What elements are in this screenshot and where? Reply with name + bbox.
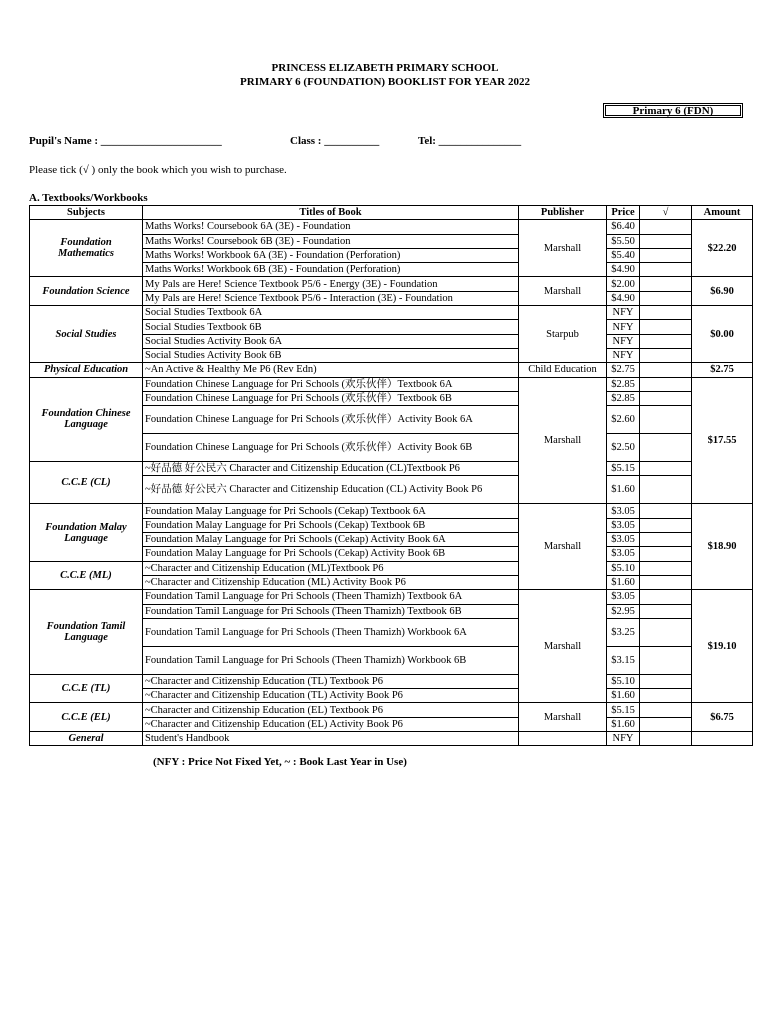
tick-checkbox-cell[interactable] [640, 518, 692, 532]
book-title-cell: Foundation Tamil Language for Pri Schools (Theen Thamizh) Textbook 6B [143, 604, 519, 618]
price-cell: NFY [607, 334, 640, 348]
book-title-cell: Foundation Malay Language for Pri Schools (Cekap) Textbook 6B [143, 518, 519, 532]
table-row [30, 504, 753, 518]
school-name: PRINCESS ELIZABETH PRIMARY SCHOOL [271, 62, 499, 74]
price-cell: $4.90 [607, 291, 640, 305]
tick-checkbox-cell[interactable] [640, 248, 692, 262]
tick-checkbox-cell[interactable] [640, 434, 692, 462]
subject-cell: C.C.E (EL) [30, 703, 143, 732]
book-title-cell: ~好品德 好公民六 Character and Citizenship Education (CL) Activity Book P6 [143, 476, 519, 504]
table-row [30, 561, 753, 575]
tick-checkbox-cell[interactable] [640, 348, 692, 362]
price-cell: $2.85 [607, 391, 640, 405]
tick-checkbox-cell[interactable] [640, 391, 692, 405]
price-cell: NFY [607, 732, 640, 746]
book-title-cell: Foundation Malay Language for Pri Schools (Cekap) Textbook 6A [143, 504, 519, 518]
price-cell: $2.60 [607, 406, 640, 434]
book-title-cell: ~An Active & Healthy Me P6 (Rev Edn) [143, 363, 519, 377]
price-cell: $5.40 [607, 248, 640, 262]
price-cell: $3.25 [607, 618, 640, 646]
level-box-label: Primary 6 (FDN) [605, 105, 741, 116]
book-title-cell: Foundation Chinese Language for Pri Schools (欢乐伙伴）Textbook 6A [143, 377, 519, 391]
subject-cell: C.C.E (TL) [30, 674, 143, 703]
price-cell: $4.90 [607, 263, 640, 277]
publisher-cell: Marshall [519, 703, 607, 732]
subject-cell: Foundation Malay Language [30, 504, 143, 561]
table-row [30, 703, 753, 717]
price-cell: $3.05 [607, 518, 640, 532]
book-title-cell: My Pals are Here! Science Textbook P5/6 - Energy (3E) - Foundation [143, 277, 519, 291]
tick-checkbox-cell[interactable] [640, 320, 692, 334]
table-row [30, 462, 753, 476]
tick-checkbox-cell[interactable] [640, 220, 692, 234]
subject-cell: Foundation Mathematics [30, 220, 143, 277]
tick-checkbox-cell[interactable] [640, 334, 692, 348]
subject-cell: General [30, 732, 143, 746]
publisher-cell: Starpub [519, 306, 607, 363]
publisher-cell: Marshall [519, 590, 607, 703]
book-title-cell: Foundation Tamil Language for Pri Schools (Theen Thamizh) Workbook 6B [143, 646, 519, 674]
price-cell: $3.05 [607, 590, 640, 604]
tick-checkbox-cell[interactable] [640, 263, 692, 277]
amount-cell: $0.00 [692, 306, 753, 363]
tick-checkbox-cell[interactable] [640, 575, 692, 589]
section-title: A. Textbooks/Workbooks [29, 192, 148, 204]
book-title-cell: Social Studies Textbook 6A [143, 306, 519, 320]
publisher-cell: Marshall [519, 504, 607, 590]
price-cell: $5.15 [607, 703, 640, 717]
book-title-cell: Social Studies Activity Book 6B [143, 348, 519, 362]
amount-cell: $22.20 [692, 220, 753, 277]
tick-checkbox-cell[interactable] [640, 547, 692, 561]
book-title-cell: Foundation Malay Language for Pri Schools (Cekap) Activity Book 6B [143, 547, 519, 561]
tick-checkbox-cell[interactable] [640, 306, 692, 320]
tick-checkbox-cell[interactable] [640, 504, 692, 518]
subject-cell: Foundation Chinese Language [30, 377, 143, 462]
price-cell: $1.60 [607, 717, 640, 731]
book-title-cell: ~Character and Citizenship Education (EL) Activity Book P6 [143, 717, 519, 731]
book-title-cell: ~Character and Citizenship Education (TL) Textbook P6 [143, 674, 519, 688]
tick-checkbox-cell[interactable] [640, 234, 692, 248]
tick-checkbox-cell[interactable] [640, 277, 692, 291]
book-title-cell: Social Studies Textbook 6B [143, 320, 519, 334]
subject-cell: C.C.E (CL) [30, 462, 143, 504]
book-title-cell: Student's Handbook [143, 732, 519, 746]
table-row [30, 220, 753, 234]
tick-checkbox-cell[interactable] [640, 618, 692, 646]
tick-checkbox-cell[interactable] [640, 533, 692, 547]
subject-cell: Physical Education [30, 363, 143, 377]
book-title-cell: Foundation Chinese Language for Pri Schools (欢乐伙伴）Textbook 6B [143, 391, 519, 405]
booklist-table [29, 205, 753, 746]
tick-checkbox-cell[interactable] [640, 406, 692, 434]
subject-cell: Foundation Tamil Language [30, 590, 143, 675]
tick-checkbox-cell[interactable] [640, 703, 692, 717]
book-title-cell: My Pals are Here! Science Textbook P5/6 - Interaction (3E) - Foundation [143, 291, 519, 305]
tick-checkbox-cell[interactable] [640, 689, 692, 703]
price-cell: $6.40 [607, 220, 640, 234]
price-cell: $1.60 [607, 575, 640, 589]
tick-checkbox-cell[interactable] [640, 291, 692, 305]
price-cell: $2.75 [607, 363, 640, 377]
book-title-cell: Maths Works! Coursebook 6A (3E) - Foundation [143, 220, 519, 234]
col-titles: Titles of Book [143, 206, 519, 220]
subject-cell: Foundation Science [30, 277, 143, 306]
publisher-cell: Child Education [519, 363, 607, 377]
booklist-title: PRIMARY 6 (FOUNDATION) BOOKLIST FOR YEAR 2022 [240, 76, 530, 88]
table-row [30, 590, 753, 604]
price-cell: $3.05 [607, 533, 640, 547]
book-title-cell: ~好品德 好公民六 Character and Citizenship Education (CL)Textbook P6 [143, 462, 519, 476]
book-title-cell: ~Character and Citizenship Education (TL) Activity Book P6 [143, 689, 519, 703]
table-row [30, 306, 753, 320]
book-title-cell: Foundation Tamil Language for Pri Schools (Theen Thamizh) Textbook 6A [143, 590, 519, 604]
book-title-cell: ~Character and Citizenship Education (ML) Activity Book P6 [143, 575, 519, 589]
price-cell: $3.05 [607, 547, 640, 561]
publisher-cell: Marshall [519, 277, 607, 306]
pupil-name-field[interactable]: Pupil's Name : ______________________ [29, 135, 222, 147]
price-cell: $5.15 [607, 462, 640, 476]
instruction-text: Please tick (√ ) only the book which you wish to purchase. [29, 164, 287, 176]
tick-checkbox-cell[interactable] [640, 462, 692, 476]
amount-cell: $17.55 [692, 377, 753, 504]
price-cell: $3.05 [607, 504, 640, 518]
tick-checkbox-cell[interactable] [640, 363, 692, 377]
tick-checkbox-cell[interactable] [640, 604, 692, 618]
publisher-cell: Marshall [519, 220, 607, 277]
table-row [30, 732, 753, 746]
level-box [603, 103, 743, 118]
subject-cell: C.C.E (ML) [30, 561, 143, 590]
book-title-cell: Maths Works! Workbook 6B (3E) - Foundation (Perforation) [143, 263, 519, 277]
tick-checkbox-cell[interactable] [640, 732, 692, 746]
amount-cell: $6.75 [692, 703, 753, 732]
amount-cell: $19.10 [692, 590, 753, 703]
price-cell: NFY [607, 306, 640, 320]
amount-cell: $2.75 [692, 363, 753, 377]
book-title-cell: Foundation Malay Language for Pri Schools (Cekap) Activity Book 6A [143, 533, 519, 547]
tel-field[interactable]: Tel: _______________ [418, 135, 522, 147]
book-title-cell: Maths Works! Coursebook 6B (3E) - Foundation [143, 234, 519, 248]
tick-checkbox-cell[interactable] [640, 717, 692, 731]
book-title-cell: Foundation Tamil Language for Pri Schools (Theen Thamizh) Workbook 6A [143, 618, 519, 646]
table-header-row [30, 206, 753, 220]
table-row [30, 277, 753, 291]
tick-checkbox-cell[interactable] [640, 646, 692, 674]
col-amount: Amount [692, 206, 753, 220]
tick-checkbox-cell[interactable] [640, 590, 692, 604]
book-title-cell: ~Character and Citizenship Education (ML)Textbook P6 [143, 561, 519, 575]
publisher-cell: Marshall [519, 377, 607, 504]
tick-checkbox-cell[interactable] [640, 377, 692, 391]
price-cell: $5.10 [607, 674, 640, 688]
amount-cell [692, 732, 753, 746]
tick-checkbox-cell[interactable] [640, 561, 692, 575]
footnote: (NFY : Price Not Fixed Yet, ~ : Book Last Year in Use) [153, 756, 407, 768]
class-field[interactable]: Class : __________ [290, 135, 380, 147]
book-title-cell: Maths Works! Workbook 6A (3E) - Foundation (Perforation) [143, 248, 519, 262]
col-subjects: Subjects [30, 206, 143, 220]
price-cell: $2.85 [607, 377, 640, 391]
book-title-cell: Social Studies Activity Book 6A [143, 334, 519, 348]
price-cell: $2.00 [607, 277, 640, 291]
col-publisher: Publisher [519, 206, 607, 220]
amount-cell: $6.90 [692, 277, 753, 306]
amount-cell: $18.90 [692, 504, 753, 590]
price-cell: $1.60 [607, 689, 640, 703]
book-title-cell: Foundation Chinese Language for Pri Schools (欢乐伙伴）Activity Book 6B [143, 434, 519, 462]
price-cell: $1.60 [607, 476, 640, 504]
book-title-cell: ~Character and Citizenship Education (EL) Textbook P6 [143, 703, 519, 717]
book-title-cell: Foundation Chinese Language for Pri Schools (欢乐伙伴）Activity Book 6A [143, 406, 519, 434]
price-cell: $2.95 [607, 604, 640, 618]
price-cell: NFY [607, 348, 640, 362]
price-cell: $5.50 [607, 234, 640, 248]
price-cell: NFY [607, 320, 640, 334]
table-row [30, 674, 753, 688]
subject-cell: Social Studies [30, 306, 143, 363]
tick-checkbox-cell[interactable] [640, 674, 692, 688]
table-row [30, 363, 753, 377]
col-tick: √ [640, 206, 692, 220]
tick-checkbox-cell[interactable] [640, 476, 692, 504]
col-price: Price [607, 206, 640, 220]
table-row [30, 377, 753, 391]
price-cell: $2.50 [607, 434, 640, 462]
publisher-cell [519, 732, 607, 746]
price-cell: $3.15 [607, 646, 640, 674]
price-cell: $5.10 [607, 561, 640, 575]
